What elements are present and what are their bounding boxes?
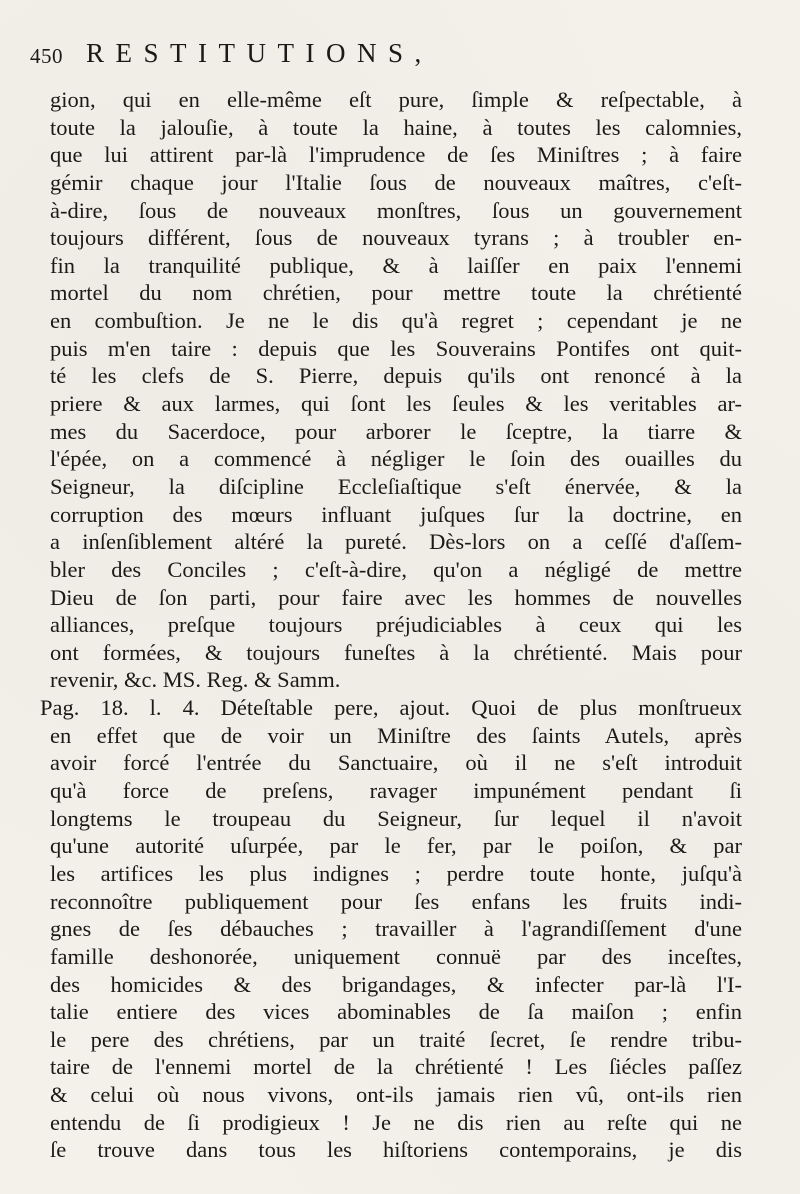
text-line: revenir, &c. MS. Reg. & Samm. bbox=[50, 667, 341, 693]
text-line: mes du Sacerdoce, pour arborer le ſceptre, la tiarre & bbox=[50, 418, 742, 444]
text-line: en combuſtion. Je ne le dis qu'à regret ; cependant je ne bbox=[50, 308, 742, 334]
running-title: RESTITUTIONS, bbox=[86, 38, 433, 68]
text-line: fin la tranquilité publique, & à laiſſer en paix l'ennemi bbox=[50, 252, 742, 278]
text-line: mortel du nom chrétien, pour mettre toute la chrétienté bbox=[50, 280, 742, 306]
text-line: corruption des mœurs influant juſques ſur la doctrine, en bbox=[50, 501, 742, 527]
text-line: alliances, preſque toujours préjudiciables à ceux qui les bbox=[50, 612, 742, 638]
text-line: qu'une autorité uſurpée, par le fer, par le poiſon, & par bbox=[50, 833, 742, 859]
text-line: que lui attirent par-là l'imprudence de ſes Miniſtres ; à faire bbox=[50, 142, 742, 168]
text-line: longtems le troupeau du Seigneur, ſur lequel il n'avoit bbox=[50, 805, 742, 831]
text-line: les artifices les plus indignes ; perdre toute honte, juſqu'à bbox=[50, 860, 742, 886]
text-line: gémir chaque jour l'Italie ſous de nouveaux maîtres, c'eſt- bbox=[50, 169, 742, 195]
text-line: gion, qui en elle-même eſt pure, ſimple & reſpectable, à bbox=[50, 87, 742, 112]
text-line: bler des Conciles ; c'eſt-à-dire, qu'on a négligé de mettre bbox=[50, 556, 742, 582]
text-line: a inſenſiblement altéré la pureté. Dès-lors on a ceſſé d'aſſem- bbox=[50, 529, 742, 555]
text-line: ont formées, & toujours funeſtes à la chrétienté. Mais pour bbox=[50, 639, 742, 665]
text-line: taire de l'ennemi mortel de la chrétienté ! Les ſiécles paſſez bbox=[50, 1054, 742, 1080]
text-line: & celui où nous vivons, ont-ils jamais rien vû, ont-ils rien bbox=[50, 1082, 742, 1108]
text-line: té les clefs de S. Pierre, depuis qu'ils ont renoncé à la bbox=[50, 363, 742, 389]
text-line: avoir forcé l'entrée du Sanctuaire, où il ne s'eſt introduit bbox=[50, 750, 742, 776]
text-line: toute la jalouſie, à toute la haine, à toutes les calomnies, bbox=[50, 114, 742, 140]
text-line: l'épée, on a commencé à négliger le ſoin des ouailles du bbox=[50, 446, 742, 472]
text-line: le pere des chrétiens, par un traité ſecret, ſe rendre tribu- bbox=[50, 1026, 742, 1052]
text-line: des homicides & des brigandages, & infecter par-là l'I- bbox=[50, 971, 742, 997]
text-line: priere & aux larmes, qui ſont les ſeules & les veritables ar- bbox=[50, 391, 742, 417]
text-line: en effet que de voir un Miniſtre des ſaints Autels, après bbox=[50, 722, 742, 748]
text-line: gnes de ſes débauches ; travailler à l'agrandiſſement d'une bbox=[50, 916, 742, 942]
text-line: toujours différent, ſous de nouveaux tyrans ; à troubler en- bbox=[50, 225, 742, 251]
text-line: reconnoître publiquement pour ſes enfans les fruits indi- bbox=[50, 888, 742, 914]
text-line: ſe trouve dans tous les hiſtoriens contemporains, je dis bbox=[50, 1137, 742, 1163]
text-line: Seigneur, la diſcipline Eccleſiaſtique s'eſt énervée, & la bbox=[50, 473, 742, 499]
text-line: qu'à force de preſens, ravager impunément pendant ſi bbox=[50, 778, 742, 804]
text-line: puis m'en taire : depuis que les Souverains Pontifes ont quit- bbox=[50, 335, 742, 361]
text-line: famille deshonorée, uniquement connuë par des inceſtes, bbox=[50, 943, 742, 969]
text-line: entendu de ſi prodigieux ! Je ne dis rien au reſte qui ne bbox=[50, 1109, 742, 1135]
page-header bbox=[30, 38, 730, 78]
page-number: 450 bbox=[30, 44, 63, 68]
text-line: à-dire, ſous de nouveaux monſtres, ſous un gouvernement bbox=[50, 197, 742, 223]
text-line: Pag. 18. l. 4. Déteſtable pere, ajout. Quoi de plus monſtrueux bbox=[40, 695, 742, 721]
body-text bbox=[40, 86, 742, 1164]
text-line: Dieu de ſon parti, pour faire avec les hommes de nouvelles bbox=[50, 584, 742, 610]
text-line: talie entiere des vices abominables de ſa maiſon ; enfin bbox=[50, 999, 742, 1025]
